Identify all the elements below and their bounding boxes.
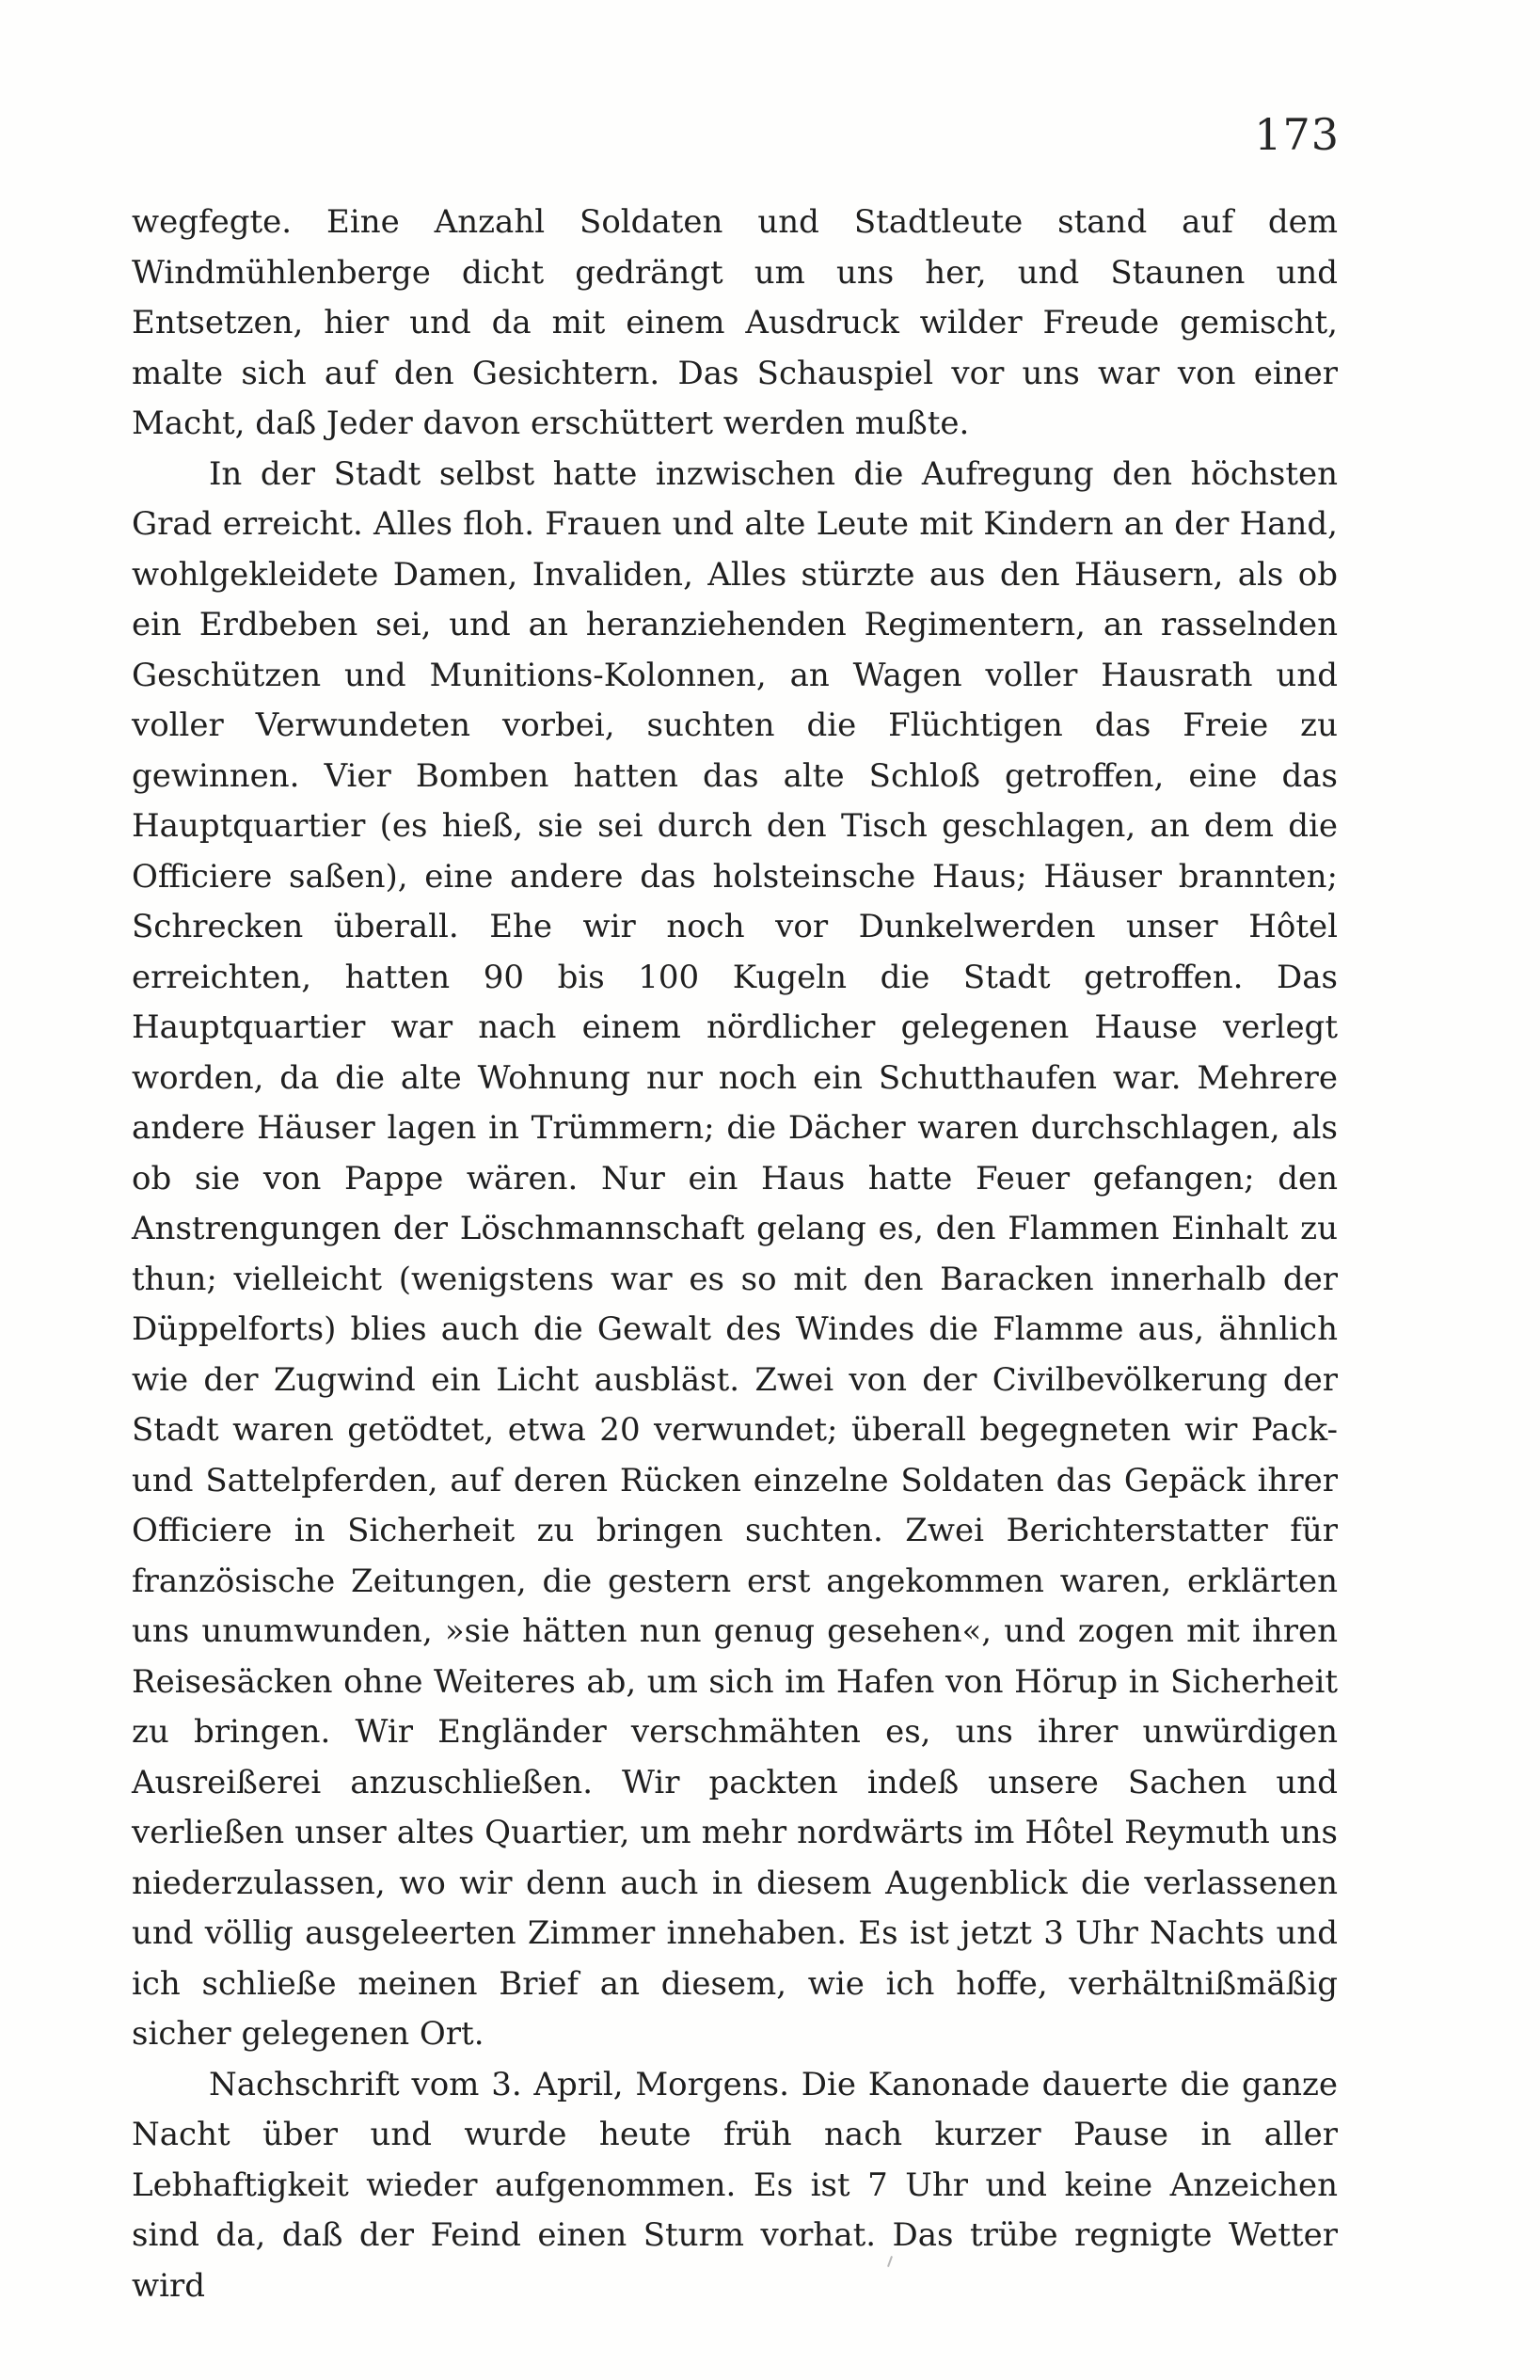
body-text xyxy=(132,198,1338,2311)
paragraph-1: wegfegte. Eine Anzahl Soldaten und Stadtleute stand auf dem Windmühlenberge dicht gedrängt um uns her, und Staunen und Entsetzen, hier und da mit einem Ausdruck wilder Freude gemischt, malte sich auf den Gesichtern. Das Schauspiel vor uns war von einer Macht, daß Jeder davon erschüttert werden mußte. xyxy=(132,203,1338,442)
page-number: 173 xyxy=(1254,109,1340,160)
paragraph-2: In der Stadt selbst hatte inzwischen die Aufregung den höchsten Grad erreicht. Alles floh. Frauen und alte Leute mit Kindern an der Hand, wohlgekleidete Damen, Invaliden, Alles stürzte aus den Häusern, als ob ein Erdbeben sei, und an heranziehenden Regimentern, an rasselnden Geschützen und Munitions-Kolonnen, an Wagen voller Hausrath und voller Verwundeten vorbei, suchten die Flüchtigen das Freie zu gewinnen. Vier Bomben hatten das alte Schloß getroffen, eine das Hauptquartier (es hieß, sie sei durch den Tisch geschlagen, an dem die Officiere saßen), eine andere das holsteinsche Haus; Häuser brannten; Schrecken überall. Ehe wir noch vor Dunkelwerden unser Hôtel erreichten, hatten 90 bis 100 Kugeln die Stadt getroffen. Das Hauptquartier war nach einem nördlicher gelegenen Hause verlegt worden, da die alte Wohnung nur noch ein Schutthaufen war. Mehrere andere Häuser lagen in Trümmern; die Dächer waren durchschlagen, als ob sie von Pappe wären. Nur ein Haus hatte Feuer gefangen; den Anstrengungen der Löschmannschaft gelang es, den Flammen Einhalt zu thun; vielleicht (wenigstens war es so mit den Baracken innerhalb der Düppelforts) blies auch die Gewalt des Windes die Flamme aus, ähnlich wie der Zugwind ein Licht ausbläst. Zwei von der Civilbevölkerung der Stadt waren getödtet, etwa 20 verwundet; überall begegneten wir Pack- und Sattelpferden, auf deren Rücken einzelne Soldaten das Gepäck ihrer Officiere in Sicherheit zu bringen suchten. Zwei Berichterstatter für französische Zeitungen, die gestern erst angekommen waren, erklärten uns unumwunden, »sie hätten nun genug gesehen«, und zogen mit ihren Reisesäcken ohne Weiteres ab, um sich im Hafen von Hörup in Sicherheit zu bringen. Wir Engländer verschmähten es, uns ihrer unwürdigen Ausreißerei anzuschließen. Wir packten indeß unsere Sachen und verließen unser altes Quartier, um mehr nordwärts im Hôtel Reymuth uns niederzulassen, wo wir denn auch in diesem Augenblick die verlassenen und völlig ausgeleerten Zimmer innehaben. Es ist jetzt 3 Uhr Nachts und ich schließe meinen Brief an diesem, wie ich hoffe, verhältnißmäßig sicher gelegenen Ort. xyxy=(132,454,1338,2053)
paragraph-3: Nachschrift vom 3. April, Morgens. Die Kanonade dauerte die ganze Nacht über und wurde heute früh nach kurzer Pause in aller Lebhaftigkeit wieder aufgenommen. Es ist 7 Uhr und keine Anzeichen sind da, daß der Feind einen Sturm vorhat. Das trübe regnigte Wetter wird xyxy=(132,2065,1338,2305)
